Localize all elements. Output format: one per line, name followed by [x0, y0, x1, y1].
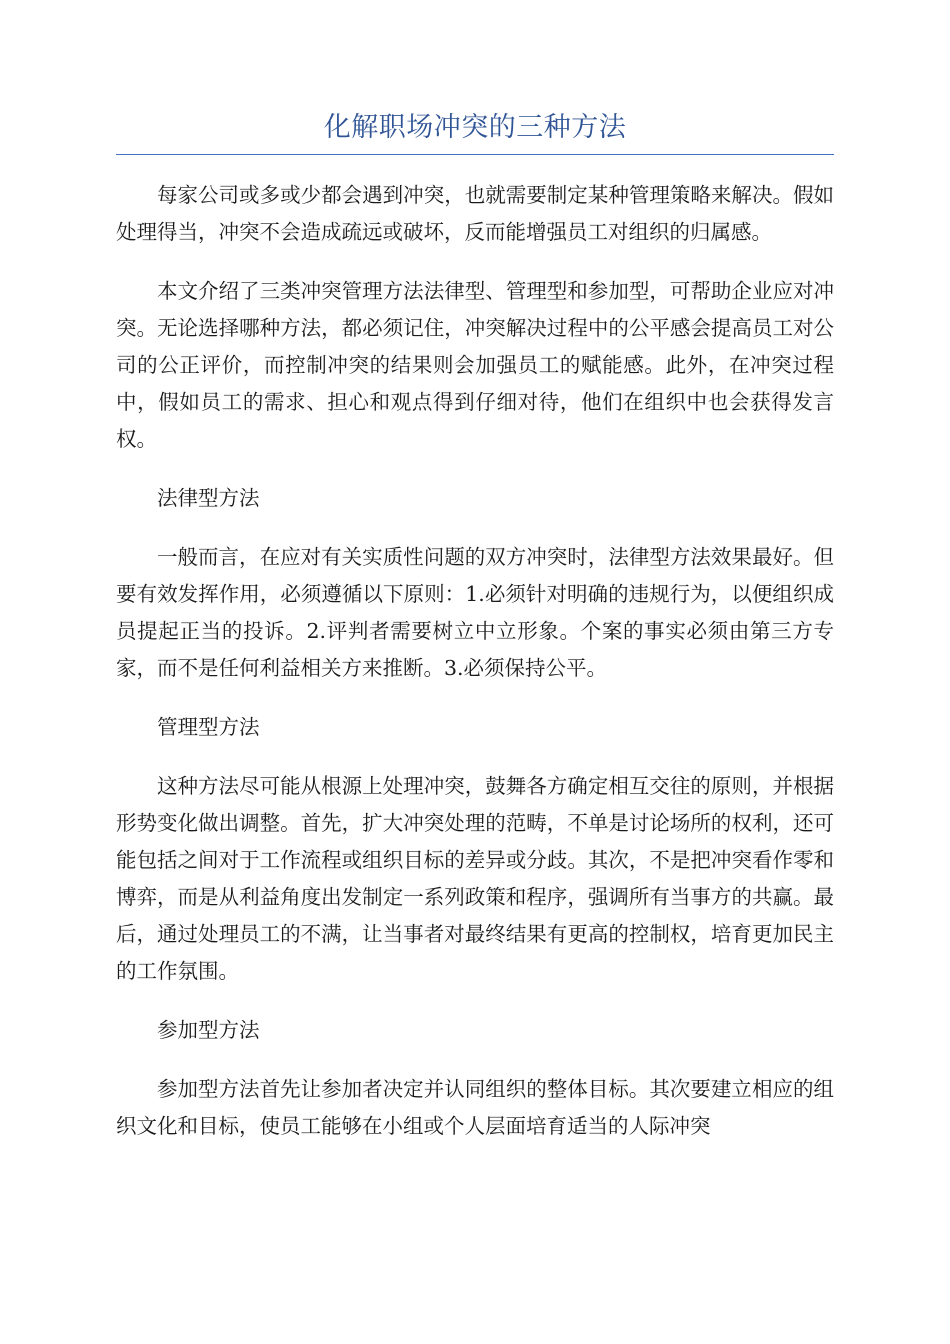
document-title: 化解职场冲突的三种方法 — [323, 112, 627, 143]
section-heading-management: 管理型方法 — [157, 715, 260, 739]
section-heading-legal: 法律型方法 — [157, 486, 260, 510]
intro-paragraph-2: 本文介绍了三类冲突管理方法法律型、管理型和参加型，可帮助企业应对冲突。无论选择哪种方法，都必须记住，冲突解决过程中的公平感会提高员工对公司的公正评价，而控制冲突的结果则会加强员工的赋能感。此外，在冲突过程中，假如员工的需求、担心和观点得到仔细对待，他们在组织中也会获得发言权。 — [116, 279, 834, 451]
section-heading-participative: 参加型方法 — [157, 1018, 260, 1042]
title-underline — [116, 154, 834, 155]
intro-paragraph-1: 每家公司或多或少都会遇到冲突，也就需要制定某种管理策略来解决。假如处理得当，冲突不会造成疏远或破坏，反而能增强员工对组织的归属感。 — [116, 183, 834, 244]
section-body-management: 这种方法尽可能从根源上处理冲突，鼓舞各方确定相互交往的原则，并根据形势变化做出调整。首先，扩大冲突处理的范畴，不单是讨论场所的权利，还可能包括之间对于工作流程或组织目标的差异或分歧。其次，不是把冲突看作零和博弈，而是从利益角度出发制定一系列政策和程序，强调所有当事方的共赢。最后，通过处理员工的不满，让当事者对最终结果有更高的控制权，培育更加民主的工作氛围。 — [116, 774, 834, 983]
section-body-participative: 参加型方法首先让参加者决定并认同组织的整体目标。其次要建立相应的组织文化和目标，使员工能够在小组或个人层面培育适当的人际冲突 — [116, 1077, 834, 1138]
document-page — [116, 108, 834, 1167]
section-body-legal: 一般而言，在应对有关实质性问题的双方冲突时，法律型方法效果最好。但要有效发挥作用，必须遵循以下原则：1.必须针对明确的违规行为，以便组织成员提起正当的投诉。2.评判者需要树立中立形象。个案的事实必须由第三方专家，而不是任何利益相关方来推断。3.必须保持公平。 — [116, 545, 834, 680]
